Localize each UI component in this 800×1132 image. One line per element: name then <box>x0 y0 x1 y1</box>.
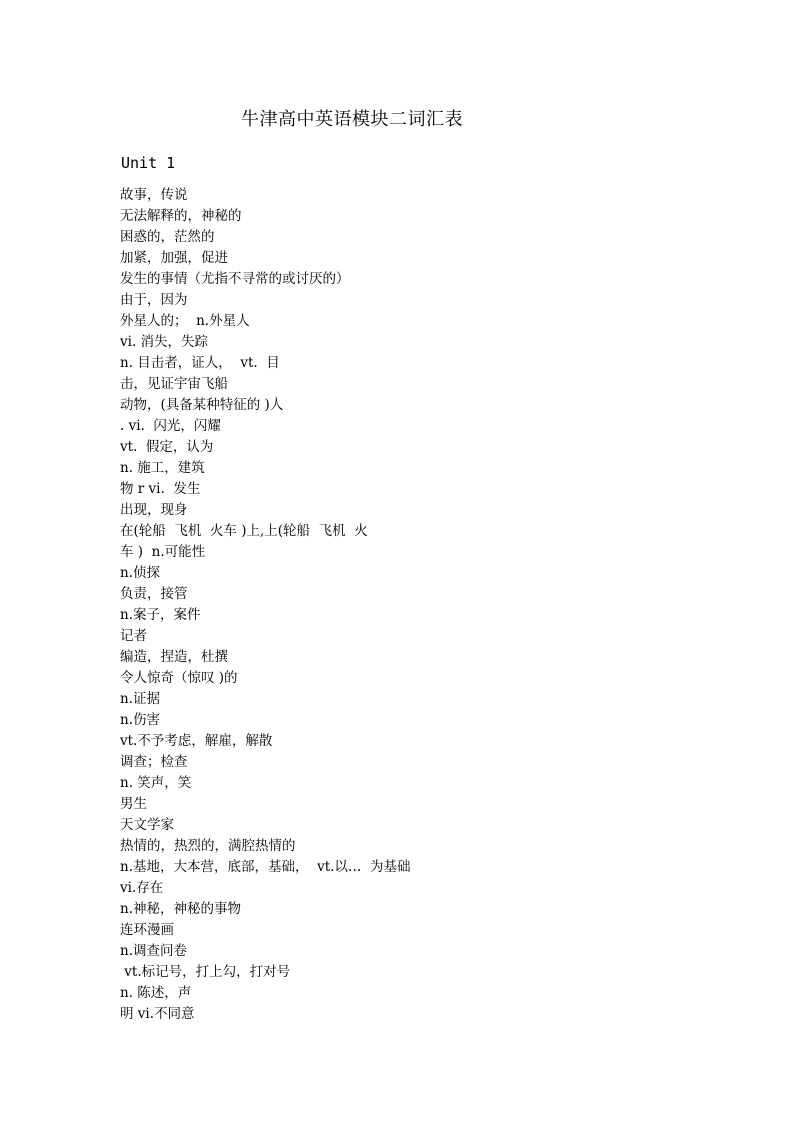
vocab-line: n.基地，大本营，底部，基础， vt.以… 为基础 <box>120 859 411 875</box>
vocab-line: vt.标记号，打上勾，打对号 <box>120 964 291 980</box>
vocab-line: vt. 假定，认为 <box>120 439 214 455</box>
vocab-line: 无法解释的，神秘的 <box>120 208 242 224</box>
vocab-line: 击，见证宇宙飞船 <box>120 376 228 392</box>
unit-heading: Unit 1 <box>121 154 176 172</box>
vocab-line: 明 vi.不同意 <box>120 1006 195 1022</box>
vocab-line: vi. 消失，失踪 <box>120 334 209 350</box>
vocab-line: 负责，接管 <box>120 586 188 602</box>
vocab-line: 动物，(具备某种特征的 )人 <box>120 397 284 413</box>
vocab-line: 出现，现身 <box>120 502 188 518</box>
vocab-line: n. 目击者，证人， vt. 目 <box>120 355 280 371</box>
vocab-line: 热情的，热烈的，满腔热情的 <box>120 838 296 854</box>
vocab-line: 令人惊奇（惊叹 )的 <box>120 670 238 686</box>
vocab-line: . vi. 闪光，闪耀 <box>120 418 221 434</box>
vocab-line: vi.存在 <box>120 880 164 896</box>
vocab-line: n. 笑声，笑 <box>120 775 192 791</box>
vocab-line: 发生的事情（尤指不寻常的或讨厌的） <box>120 271 350 287</box>
vocabulary-list <box>120 185 411 1025</box>
vocab-line: 天文学家 <box>120 817 174 833</box>
vocab-line: n.案子，案件 <box>120 607 201 623</box>
vocab-line: 男生 <box>120 796 147 812</box>
vocab-line: 物 r vi. 发生 <box>120 481 201 497</box>
vocab-line: 记者 <box>120 628 147 644</box>
vocab-line: 外星人的； n.外星人 <box>120 313 250 329</box>
document-title: 牛津高中英语模块二词汇表 <box>241 109 463 130</box>
vocab-line: 由于，因为 <box>120 292 188 308</box>
vocab-line: 车 ) n.可能性 <box>120 544 206 560</box>
vocab-line: 困惑的，茫然的 <box>120 229 215 245</box>
vocab-line: 在(轮船 飞机 火车 )上,上(轮船 飞机 火 <box>120 523 368 539</box>
vocab-line: n.证据 <box>120 691 160 707</box>
vocab-line: 加紧，加强，促进 <box>120 250 228 266</box>
vocab-line: 调查；检查 <box>120 754 188 770</box>
vocab-line: 连环漫画 <box>120 922 174 938</box>
vocab-line: n.神秘，神秘的事物 <box>120 901 241 917</box>
vocab-line: n.调查问卷 <box>120 943 187 959</box>
vocab-line: n.侦探 <box>120 565 160 581</box>
vocab-line: 故事，传说 <box>120 187 188 203</box>
vocab-line: vt.不予考虑，解雇，解散 <box>120 733 273 749</box>
vocab-line: n.伤害 <box>120 712 160 728</box>
vocab-line: 编造，捏造，杜撰 <box>120 649 228 665</box>
vocab-line: n. 陈述，声 <box>120 985 192 1001</box>
vocab-line: n. 施工，建筑 <box>120 460 205 476</box>
